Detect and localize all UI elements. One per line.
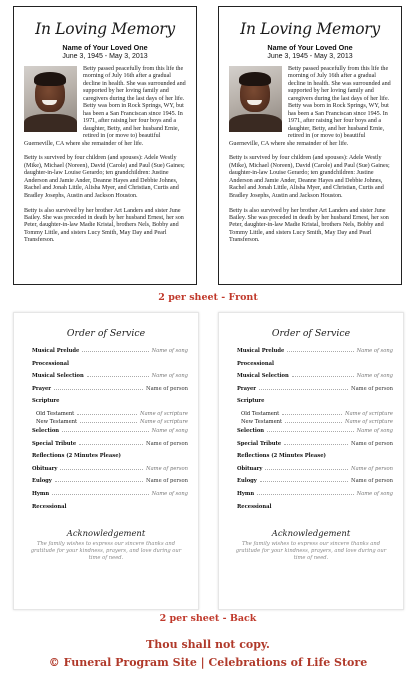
service-item-label: [237, 491, 254, 497]
service-item-label-text: Prayer: [237, 385, 257, 392]
portrait-photo: [229, 66, 282, 132]
portrait-photo: [24, 66, 77, 132]
back-card-left: [13, 312, 199, 610]
service-item-label: [237, 466, 262, 472]
service-item-value: Name of song: [356, 490, 393, 497]
service-item-label-text: Special Tribute: [32, 440, 77, 447]
obituary-paragraph: Betty passed peacefully from this life the morning of July 16th after a gradual decline in health. She was surrounded and supported by her loving family and caregivers during the last days of her life. Betty was born in Rock Springs, WY, but has been a San Franciscan since 1945. In 1971, after raising her four boys and a daughter, Betty, and her husband Ernie, retired in (or move to) beautiful Guerneville, CA where she remainder of her life.: [229, 66, 391, 147]
obituary-paragraph: Betty is also survived by her brother Art Landers and sister June Bailey. She was preceded in death by her husband Ernest, her son Peter, daughter-in-law Madie Kristal, brothers Nels, Bobby and Tommy Little, and sisters Lucy Smith, May Day and Pearl Transferson.: [24, 207, 184, 244]
service-item-label: [32, 491, 49, 497]
service-item-label: [237, 504, 271, 510]
life-dates: June 3, 1945 - May 3, 2013: [62, 53, 148, 60]
acknowledgement-title: Acknowledgement: [66, 528, 146, 539]
service-item-value: Name of song: [356, 427, 393, 434]
service-item: [219, 419, 403, 428]
service-item-label-text: Recessional: [32, 503, 67, 510]
dot-leader: [259, 386, 348, 390]
service-item: [219, 478, 403, 491]
loved-one-name: Name of Your Loved One: [267, 43, 353, 52]
dot-leader: [54, 386, 143, 390]
service-item: [14, 504, 198, 517]
service-item: [14, 491, 198, 504]
service-item-label-text: Special Tribute: [237, 440, 282, 447]
dot-leader: [87, 373, 149, 377]
service-item-label-text: Selection: [237, 427, 265, 434]
service-item-label: [32, 373, 84, 379]
service-item: [219, 504, 403, 517]
service-item-label-text: Reflections: [32, 453, 65, 460]
service-item-label-text: Musical Prelude: [32, 348, 80, 354]
service-item: [219, 466, 403, 479]
acknowledgement-text: The family wishes to express our sincere thanks and gratitude for your kindness, prayers, and love during our time of need.: [30, 541, 182, 562]
dot-leader: [267, 428, 354, 432]
service-item-label: [32, 441, 76, 447]
service-item-value: Name of person: [146, 465, 188, 472]
service-item: [14, 348, 198, 361]
service-item-label-text: Eulogy: [237, 478, 257, 485]
service-item-value: Name of person: [351, 385, 393, 392]
service-item-label-text: New Testament: [36, 419, 78, 426]
service-item-label: [237, 361, 274, 367]
dot-leader: [79, 441, 143, 445]
dot-leader: [55, 478, 143, 482]
service-item-label: [32, 466, 57, 472]
service-item: [14, 398, 198, 411]
front-title: In Loving Memory: [240, 20, 380, 38]
service-item-label: [32, 348, 79, 354]
dot-leader: [52, 491, 148, 495]
dot-leader: [284, 441, 348, 445]
dot-leader: [287, 348, 353, 352]
service-item: [219, 453, 403, 466]
service-item-value: Name of person: [146, 440, 188, 447]
loved-one-name: Name of Your Loved One: [62, 43, 148, 52]
service-item-label: [237, 441, 281, 447]
order-of-service-title: Order of Service: [271, 328, 351, 339]
service-item-label-text: Old Testament: [241, 410, 280, 417]
service-item-label-text: Musical Selection: [237, 373, 289, 380]
service-item-label-text: Hymn: [237, 490, 255, 497]
service-item-label-text: Hymn: [32, 490, 50, 497]
service-item-value: Name of song: [151, 427, 188, 434]
service-item: [14, 386, 198, 399]
service-item-label: [241, 411, 279, 417]
service-item-value: Name of person: [351, 465, 393, 472]
service-item-value: Name of scripture: [345, 419, 393, 426]
service-item-value: Name of song: [151, 490, 188, 497]
service-item-value: Name of song: [356, 373, 393, 380]
service-item-value: Name of person: [351, 478, 393, 485]
front-card-right: [218, 6, 402, 285]
service-item-label: [32, 428, 59, 434]
obituary-paragraph: Betty passed peacefully from this life the morning of July 16th after a gradual decline in health. She was surrounded and supported by her loving family and caregivers during the last days of her life. Betty was born in Rock Springs, WY, but has been a San Franciscan since 1945. In 1971, after raising her four boys and a daughter, Betty, and her husband Ernie, retired in (or move to) beautiful Guerneville, CA where she remainder of her life.: [24, 66, 186, 147]
service-item-label: [32, 398, 59, 404]
back-caption: 2 per sheet - Back: [159, 613, 257, 624]
dot-leader: [62, 428, 149, 432]
service-item: [14, 441, 198, 454]
obituary-paragraph: Betty is also survived by her brother Art Landers and sister June Bailey. She was preceded in death by her husband Ernest, her son Peter, daughter-in-law Madie Kristal, brothers Nels, Bobby and Tommy Little, and sisters Lucy Smith, May Day and Pearl Transferson.: [229, 207, 389, 244]
acknowledgement-text: The family wishes to express our sincere thanks and gratitude for your kindness, prayers, and love during our time of need.: [235, 541, 387, 562]
order-of-service-title: Order of Service: [66, 328, 146, 339]
service-list: [219, 348, 403, 516]
service-item-value: Name of person: [146, 478, 188, 485]
service-item-label: [32, 504, 66, 510]
front-title: In Loving Memory: [35, 20, 175, 38]
service-item: [219, 491, 403, 504]
dot-leader: [82, 348, 148, 352]
dot-leader: [260, 478, 348, 482]
service-item: [219, 361, 403, 374]
service-item: [219, 373, 403, 386]
dot-leader: [257, 491, 353, 495]
service-item: [219, 441, 403, 454]
service-item-value: Name of person: [146, 385, 188, 392]
service-item: [219, 386, 403, 399]
dot-leader: [285, 419, 342, 423]
dot-leader: [60, 466, 143, 470]
service-item: [219, 348, 403, 361]
service-item-label: [36, 411, 74, 417]
service-item-label-text: Selection: [32, 427, 60, 434]
service-item: [219, 428, 403, 441]
service-item-label-text: Processional: [32, 360, 69, 367]
service-item: [219, 411, 403, 420]
service-item-value: Name of song: [151, 373, 188, 380]
service-item-value: Name of scripture: [345, 410, 393, 417]
service-item: [219, 398, 403, 411]
service-item-label-text: Prayer: [32, 385, 52, 392]
service-item-label-text: New Testament: [241, 419, 283, 426]
service-item-label-text: Old Testament: [36, 410, 75, 417]
service-item-label: [32, 478, 52, 484]
service-item-label: [237, 478, 257, 484]
service-item: [14, 373, 198, 386]
service-item-note: (2 Minutes Please): [66, 453, 121, 460]
service-item-label: [237, 348, 284, 354]
service-item-label-text: Scripture: [237, 398, 265, 405]
service-item: [14, 478, 198, 491]
obituary-paragraph: Betty is survived by four children (and spouses): Adele Westly (Mike), Michael (Noreen), David (Carole) and Paul (Sue) Gaines; daughter-in-law Louise Gerardo; ten grandchildren: Justine Anderson and Jamie Ander, Deanne Hayes and Debbie Johnes, Rachel and Jonah Little, Alisha Myer, and Christian, Curtis and Bradley Josephs, Austin and Jackson Houston.: [229, 155, 390, 199]
obituary-paragraph: Betty is survived by four children (and spouses): Adele Westly (Mike), Michael (Noreen), David (Carole) and Paul (Sue) Gaines; daughter-in-law Louise Gerardo; ten grandchildren: Justine Anderson and Jamie Ander, Deanne Hayes and Debbie Johnes, Rachel and Jonah Little, Alisha Myer, and Christian, Curtis and Bradley Josephs, Austin and Jackson Houston.: [24, 155, 185, 199]
service-item-label: [237, 373, 289, 379]
front-card-left: [13, 6, 197, 285]
service-item-label-text: Reflections: [237, 453, 270, 460]
service-item-label-text: Eulogy: [32, 478, 52, 485]
life-dates: June 3, 1945 - May 3, 2013: [267, 53, 353, 60]
service-item-label: [32, 386, 51, 392]
service-item: [14, 466, 198, 479]
service-item-value: Name of song: [151, 348, 188, 354]
service-item-label-text: Musical Selection: [32, 373, 84, 380]
service-item-value: Name of person: [351, 440, 393, 447]
dot-leader: [80, 419, 137, 423]
dot-leader: [77, 411, 137, 415]
dot-leader: [265, 466, 348, 470]
service-item-label-text: Processional: [237, 360, 274, 367]
service-item-value: Name of scripture: [140, 419, 188, 426]
service-item-label-text: Obituary: [32, 465, 58, 472]
service-item: [14, 411, 198, 420]
service-item-label: [32, 453, 121, 459]
service-list: [14, 348, 198, 516]
service-item-label-text: Scripture: [32, 398, 60, 405]
service-item-value: Name of song: [356, 348, 393, 354]
service-item-label: [237, 386, 256, 392]
service-item-label: [237, 453, 326, 459]
service-item: [14, 361, 198, 374]
copyright-notice: © Funeral Program Site | Celebrations of Life Store: [48, 656, 368, 669]
dot-leader: [282, 411, 342, 415]
service-item-label: [237, 398, 264, 404]
front-caption: 2 per sheet - Front: [158, 292, 258, 303]
service-item-label-text: Obituary: [237, 465, 263, 472]
service-item: [14, 419, 198, 428]
dot-leader: [292, 373, 354, 377]
service-item-label-text: Musical Prelude: [237, 348, 285, 354]
service-item-label-text: Recessional: [237, 503, 272, 510]
service-item-label: [241, 419, 282, 425]
back-card-right: [218, 312, 404, 610]
service-item-label: [237, 428, 264, 434]
service-item: [14, 428, 198, 441]
acknowledgement-title: Acknowledgement: [271, 528, 351, 539]
service-item-label: [32, 361, 69, 367]
service-item-note: (2 Minutes Please): [271, 453, 326, 460]
service-item: [14, 453, 198, 466]
copy-notice: Thou shall not copy.: [146, 638, 270, 651]
service-item-value: Name of scripture: [140, 410, 188, 417]
service-item-label: [36, 419, 77, 425]
